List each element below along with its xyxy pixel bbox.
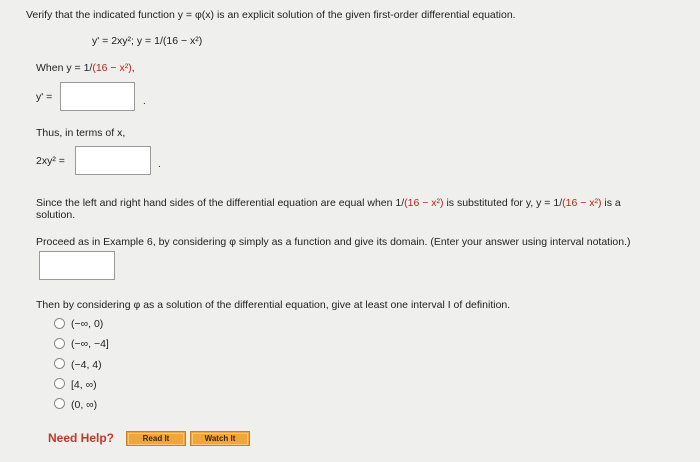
option-5-label: (0, ∞) [71, 399, 98, 411]
radio-option-5[interactable] [54, 398, 65, 409]
watch-it-label: Watch It [192, 433, 248, 445]
read-it-label: Read It [128, 433, 184, 445]
since-line2: solution. [36, 209, 76, 221]
domain-input[interactable] [39, 251, 115, 280]
twoxy-label: 2xy² = [36, 155, 65, 167]
period-2: . [158, 159, 161, 170]
since-statement [36, 197, 621, 209]
since-suffix: is a [601, 197, 621, 209]
then-text: Then by considering φ as a solution of the differential equation, give at least one interval I of definition. [36, 299, 511, 311]
radio-option-3[interactable] [54, 358, 65, 369]
option-3-label: (−4, 4) [71, 359, 102, 371]
twoxy-input[interactable] [75, 146, 151, 175]
since-prefix: Since the left and right hand sides of the differential equation are equal when 1/ [36, 197, 405, 209]
since-paren-2: (16 − x²) [562, 197, 602, 209]
option-4-label: [4, ∞) [71, 379, 97, 391]
question-intro: Verify that the indicated function y = φ(x) is an explicit solution of the given first-order differential equation. [26, 9, 516, 21]
yprime-input[interactable] [60, 82, 135, 111]
proceed-text: Proceed as in Example 6, by considering φ simply as a function and give its domain. (Enter your answer using interval notation.) [36, 236, 631, 248]
thus-text: Thus, in terms of x, [36, 127, 126, 139]
since-mid: is substituted for y, y = 1/ [443, 197, 563, 209]
period-1: . [143, 96, 146, 107]
when-statement [36, 62, 135, 74]
radio-option-1[interactable] [54, 318, 65, 329]
since-paren-1: (16 − x²) [404, 197, 444, 209]
radio-option-2[interactable] [54, 338, 65, 349]
when-suffix: , [131, 62, 135, 74]
option-2-label: (−∞, −4] [71, 338, 109, 350]
option-1-label: (−∞, 0) [71, 318, 104, 330]
read-it-button[interactable] [126, 431, 186, 446]
radio-option-4[interactable] [54, 378, 65, 389]
yprime-label: y' = [36, 91, 53, 103]
need-help-label: Need Help? [48, 431, 115, 445]
when-prefix: When y = 1/ [36, 62, 93, 74]
when-paren: (16 − x²) [92, 62, 132, 74]
equation: y' = 2xy²; y = 1/(16 − x²) [92, 35, 203, 47]
watch-it-button[interactable] [190, 431, 250, 446]
